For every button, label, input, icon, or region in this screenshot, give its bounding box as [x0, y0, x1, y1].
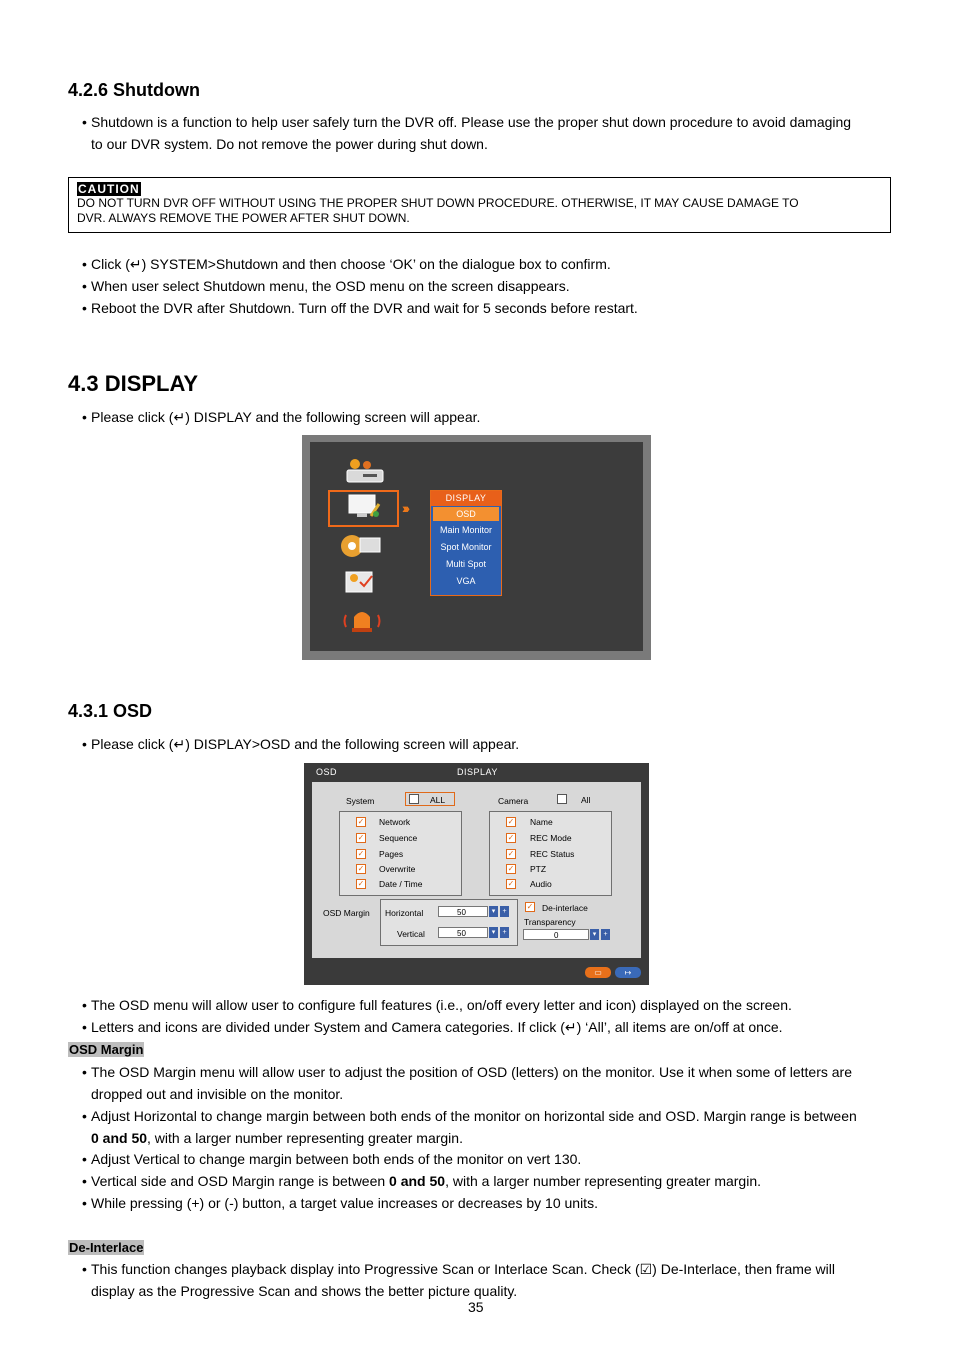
camera-all-checkbox[interactable]: [557, 794, 567, 804]
checkbox-audio[interactable]: ✓: [507, 879, 515, 888]
transparency-up-button[interactable]: +: [601, 929, 610, 940]
save-button[interactable]: ▭: [585, 967, 611, 978]
display-submenu: [430, 490, 502, 596]
osd-panel: [312, 782, 641, 958]
text-line: display as the Progressive Scan and shows the better picture quality.: [91, 1283, 518, 1299]
item-pages: Pages: [379, 849, 404, 859]
horizontal-down-button[interactable]: ▾: [489, 906, 498, 917]
text-line: The OSD Margin menu will allow user to adjust the position of OSD (letters) on the monitor. Use it when some of letters are: [91, 1064, 852, 1080]
vertical-input[interactable]: 50: [438, 927, 488, 938]
section-heading-shutdown: 4.2.6 Shutdown: [68, 80, 201, 100]
osd-margin-heading: OSD Margin: [69, 1042, 144, 1057]
submenu-header: DISPLAY: [431, 491, 501, 506]
checkbox-network[interactable]: ✓: [357, 817, 365, 826]
shutdown-bullet-3: • When user select Shutdown menu, the OSD menu on the screen disappears.: [82, 275, 899, 297]
caution-box: [68, 177, 891, 233]
osd-margin-heading-wrap: [68, 1041, 144, 1059]
system-items-group: [339, 811, 462, 896]
item-name: Name: [530, 817, 553, 827]
horizontal-label: Horizontal: [385, 908, 424, 918]
alarm-icon[interactable]: [340, 605, 384, 635]
osd-margin-group: [380, 899, 518, 946]
deinterlace-checkbox[interactable]: ✓: [526, 902, 534, 911]
bold-range: 0 and 50: [389, 1173, 446, 1189]
text-line: , with a larger number representing greater margin.: [445, 1173, 762, 1189]
caution-tag: CAUTION: [78, 182, 140, 196]
bold-range: 0 and 50: [91, 1130, 148, 1146]
item-date-time: Date / Time: [379, 879, 423, 889]
submenu-item-main-monitor[interactable]: Main Monitor: [439, 525, 493, 535]
section-heading-osd: 4.3.1 OSD: [68, 701, 153, 721]
record-icon[interactable]: [338, 530, 382, 560]
text-line: Vertical side and OSD Margin range is between: [91, 1173, 390, 1189]
osd-margin-label: OSD Margin: [323, 908, 370, 918]
display-menu-screenshot: [302, 435, 651, 660]
item-network: Network: [379, 817, 411, 827]
checkbox-overwrite[interactable]: ✓: [357, 864, 365, 873]
exit-button[interactable]: ↦: [615, 967, 641, 978]
screen-title: DISPLAY: [457, 767, 498, 777]
item-sequence: Sequence: [379, 833, 418, 843]
checkbox-rec-status[interactable]: ✓: [507, 849, 515, 858]
checkbox-ptz[interactable]: ✓: [507, 864, 515, 873]
tab-osd[interactable]: OSD: [316, 767, 338, 777]
margin-bullet-2: [82, 1105, 899, 1149]
text-line: Adjust Horizontal to change margin between both ends of the monitor on horizontal side and OSD. Margin range is between: [91, 1108, 857, 1124]
caution-line: DVR. ALWAYS REMOVE THE POWER AFTER SHUT DOWN.: [77, 211, 410, 225]
item-overwrite: Overwrite: [379, 864, 416, 874]
shutdown-bullet-4: • Reboot the DVR after Shutdown. Turn off the DVR and wait for 5 seconds before restart.: [82, 297, 899, 319]
item-ptz: PTZ: [530, 864, 547, 874]
horizontal-up-button[interactable]: +: [500, 906, 509, 917]
checkbox-sequence[interactable]: ✓: [357, 833, 365, 842]
display-bullet-1: • Please click (↵) DISPLAY and the following screen will appear.: [82, 406, 899, 428]
vertical-label: Vertical: [397, 929, 425, 939]
submenu-item-spot-monitor[interactable]: Spot Monitor: [440, 542, 492, 552]
submenu-item-vga[interactable]: VGA: [456, 576, 476, 586]
checkbox-rec-mode[interactable]: ✓: [507, 833, 515, 842]
item-audio: Audio: [530, 879, 552, 889]
menu-background: [310, 442, 643, 651]
submenu-item-osd[interactable]: OSD: [433, 507, 499, 521]
text-line: This function changes playback display into Progressive Scan or Interlace Scan. Check (☑) De-Interlace, then frame will: [91, 1261, 836, 1277]
deinterlace-bullet-1: [82, 1258, 899, 1302]
margin-bullet-3: • Adjust Vertical to change margin between both ends of the monitor on vert 130.: [82, 1148, 899, 1170]
transparency-down-button[interactable]: ▾: [590, 929, 599, 940]
camera-all-label: All: [581, 795, 591, 805]
system-label: System: [346, 796, 375, 806]
osd-bullet-1: • Please click (↵) DISPLAY>OSD and the following screen will appear.: [82, 733, 899, 755]
system-all-checkbox[interactable]: [409, 794, 419, 804]
system-all-label: ALL: [430, 795, 446, 805]
osd-settings-screenshot: [304, 763, 649, 985]
submenu-arrows: ›››: [402, 500, 407, 516]
margin-bullet-4: [82, 1170, 899, 1192]
display-icon[interactable]: [343, 492, 387, 522]
event-icon[interactable]: [340, 568, 384, 598]
vertical-down-button[interactable]: ▾: [489, 927, 498, 938]
deinterlace-heading: De-Interlace: [69, 1240, 144, 1255]
margin-bullet-1: [82, 1061, 899, 1105]
osd-bullet-3: • Letters and icons are divided under System and Camera categories. If click (↵) ‘All’, all items are on/off at once.: [82, 1016, 899, 1038]
item-rec-status: REC Status: [530, 849, 575, 859]
checkbox-date-time[interactable]: ✓: [357, 879, 365, 888]
item-rec-mode: REC Mode: [530, 833, 572, 843]
system-icon[interactable]: [343, 456, 387, 486]
margin-bullet-5: • While pressing (+) or (-) button, a target value increases or decreases by 10 units.: [82, 1192, 899, 1214]
camera-label: Camera: [498, 796, 529, 806]
horizontal-input[interactable]: 50: [438, 906, 488, 917]
text-line: to our DVR system. Do not remove the power during shut down.: [91, 136, 488, 152]
text-line: Shutdown is a function to help user safely turn the DVR off. Please use the proper shut down procedure to avoid damaging: [91, 114, 852, 130]
shutdown-bullet-1: [82, 111, 899, 155]
transparency-label: Transparency: [524, 917, 576, 927]
osd-bullet-2: • The OSD menu will allow user to configure full features (i.e., on/off every letter and icon) displayed on the screen.: [82, 994, 899, 1016]
checkbox-name[interactable]: ✓: [507, 817, 515, 826]
checkbox-pages[interactable]: ✓: [357, 849, 365, 858]
transparency-input[interactable]: 0: [523, 929, 589, 940]
section-heading-display: 4.3 DISPLAY: [68, 371, 199, 396]
vertical-up-button[interactable]: +: [500, 927, 509, 938]
submenu-item-multi-spot[interactable]: Multi Spot: [445, 559, 487, 569]
text-line: , with a larger number representing greater margin.: [147, 1130, 463, 1146]
text-line: dropped out and invisible on the monitor.: [91, 1086, 344, 1102]
page-number: 35: [468, 1299, 484, 1315]
camera-items-group: [489, 811, 612, 896]
caution-line: DO NOT TURN DVR OFF WITHOUT USING THE PROPER SHUT DOWN PROCEDURE. OTHERWISE, IT MAY CAUSE DAMAGE TO: [77, 196, 799, 210]
deinterlace-label: De-interlace: [542, 903, 588, 913]
deinterlace-heading-wrap: [68, 1239, 144, 1257]
shutdown-bullet-2: • Click (↵) SYSTEM>Shutdown and then choose ‘OK’ on the dialogue box to confirm.: [82, 253, 899, 275]
caution-text: [77, 196, 877, 226]
